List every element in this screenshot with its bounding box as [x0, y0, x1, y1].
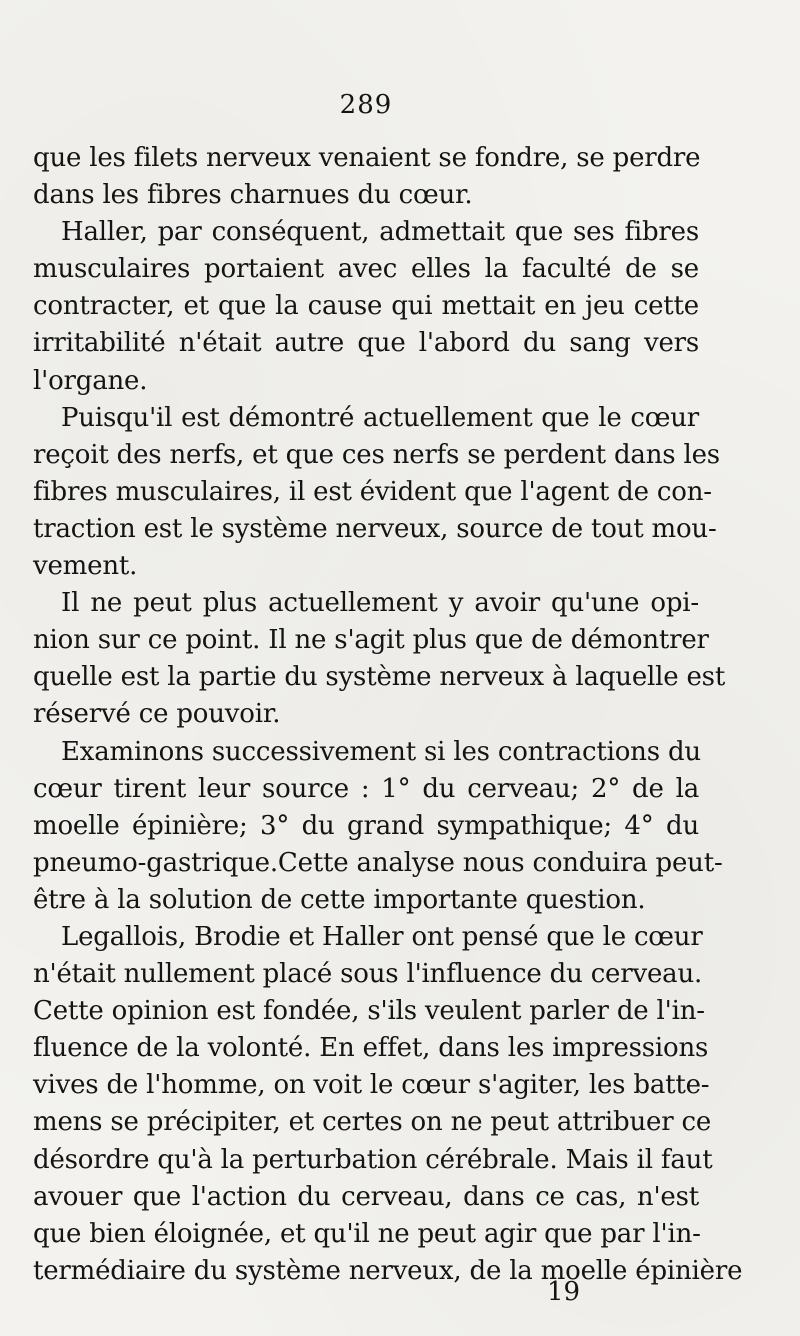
text-line: fluence de la volonté. En effet, dans les impressions: [33, 1033, 709, 1064]
paragraph: [33, 919, 743, 1290]
body-text: [33, 140, 743, 1290]
text-line: cœur tirent leur source : 1° du cerveau; 2° de la: [33, 773, 699, 804]
text-line: dans les fibres charnues du cœur.: [33, 180, 473, 211]
text-line: irritabilité n'était autre que l'abord du sang vers: [33, 328, 699, 359]
text-line: Puisqu'il est démontré actuellement que le cœur: [61, 402, 699, 433]
text-line: mens se précipiter, et certes on ne peut attribuer ce: [33, 1107, 712, 1138]
text-line: quelle est la partie du système nerveux à laquelle est: [33, 662, 726, 693]
text-line: vives de l'homme, on voit le cœur s'agiter, les batte-: [33, 1070, 710, 1101]
text-line: Haller, par conséquent, admettait que ses fibres: [61, 217, 699, 248]
paragraph: [33, 585, 726, 733]
text-line: l'organe.: [33, 365, 148, 396]
text-line: traction est le système nerveux, source de tout mou-: [33, 513, 717, 544]
paragraph: [33, 214, 699, 399]
text-line: contracter, et que la cause qui mettait en jeu cette: [33, 291, 699, 322]
text-line: que les filets nerveux venaient se fondre, se perdre: [33, 143, 701, 173]
text-line: moelle épinière; 3° du grand sympathique; 4° du: [33, 810, 699, 841]
text-line: Examinons successivement si les contractions du: [61, 736, 701, 767]
signature-mark: 19: [547, 1277, 581, 1307]
text-line: nion sur ce point. Il ne s'agit plus que de démontrer: [33, 625, 709, 656]
text-line: que bien éloignée, et qu'il ne peut agir que par l'in-: [33, 1218, 701, 1249]
paragraph: [33, 140, 699, 214]
text-line: avouer que l'action du cerveau, dans ce cas, n'est: [33, 1181, 699, 1212]
paragraph: [33, 734, 723, 919]
text-line: être à la solution de cette importante question.: [33, 884, 646, 915]
text-line: n'était nullement placé sous l'influence du cerveau.: [33, 959, 703, 990]
text-line: vement.: [33, 551, 138, 582]
page-number: 289: [339, 90, 393, 120]
text-line: reçoit des nerfs, et que ces nerfs se perdent dans les: [33, 439, 720, 470]
text-line: termédiaire du système nerveux, de la moelle épinière: [33, 1255, 743, 1286]
text-line: Il ne peut plus actuellement y avoir qu'une opi-: [61, 588, 699, 619]
text-line: désordre qu'à la perturbation cérébrale. Mais il faut: [33, 1144, 713, 1175]
text-line: Legallois, Brodie et Haller ont pensé que le cœur: [61, 921, 703, 952]
text-line: Cette opinion est fondée, s'ils veulent parler de l'in-: [33, 996, 705, 1027]
text-line: musculaires portaient avec elles la faculté de se: [33, 254, 699, 285]
text-line: réservé ce pouvoir.: [33, 699, 281, 730]
text-line: fibres musculaires, il est évident que l'agent de con-: [33, 476, 712, 507]
text-line: pneumo-gastrique.Cette analyse nous conduira peut-: [33, 847, 723, 878]
paragraph: [33, 400, 720, 585]
